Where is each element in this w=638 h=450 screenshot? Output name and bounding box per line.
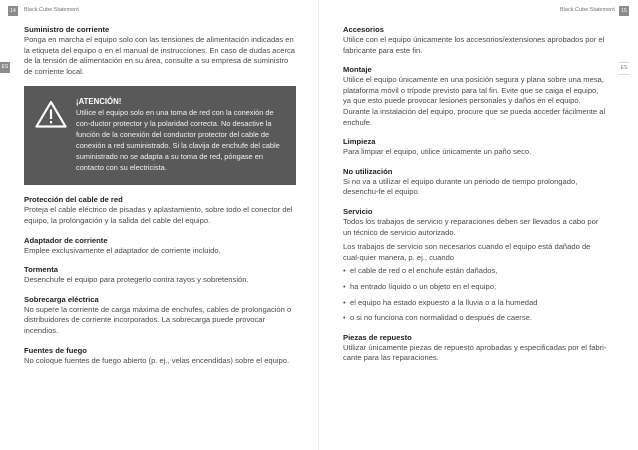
list-item: • o si no funciona con normalidad o después de caerse. (343, 313, 608, 324)
section-body: Utilice el equipo únicamente en una posición segura y plana sobre una mesa, plataforma móvil o trípode previsto para tal fin. Evite que se caiga el equipo, ya que esto puede provocar lesiones personales y daños en el equipo. Durante la instalación del equipo, procure que se pueda acceder fácilmente al enchufe. (343, 75, 606, 127)
section-body: Los trabajos de servicio son necesarios cuando el equipo está dañado de cual-quier manera, p. ej., cuando (343, 242, 591, 262)
section-heading: Protección del cable de red (24, 195, 123, 205)
section-body: Desenchufe el equipo para protegerlo contra rayos y sobretensión. (24, 275, 249, 285)
left-page-column (24, 25, 296, 375)
right-page-number: 15 (619, 6, 629, 16)
page-gutter (318, 0, 319, 450)
right-running-head: Black Cube Statement (560, 7, 615, 13)
list-item: • ha entrado líquido o un objeto en el equipo, (343, 282, 608, 293)
section-cable-protection (24, 195, 296, 226)
section-body: Para limpiar el equipo, utilice únicamente un paño seco. (343, 147, 532, 157)
service-conditions-list (343, 266, 608, 323)
warning-content (76, 97, 286, 173)
section-electrical-overload (24, 295, 296, 337)
section-cleaning (343, 137, 608, 158)
section-body: Emplee exclusivamente el adaptador de corriente incluido. (24, 245, 221, 255)
section-heading: Accesorios (343, 25, 384, 34)
warning-box (24, 86, 296, 185)
section-heading: No utilización (343, 166, 393, 176)
section-heading: Montaje (343, 65, 372, 75)
section-power-supply (24, 25, 296, 77)
section-fire-sources (24, 346, 296, 367)
left-running-head: Black Cube Statement (24, 7, 79, 13)
warning-triangle-icon (34, 97, 76, 134)
list-item: • el equipo ha estado expuesto a la lluvia o a la humedad (343, 298, 608, 309)
section-body: No coloque fuentes de fuego abierto (p. ej., velas encendidas) sobre el equipo. (24, 355, 290, 365)
section-non-use (343, 167, 608, 198)
section-power-adapter (24, 236, 296, 257)
warning-text: Utilice el equipo solo en una toma de red con la conexión de con-ductor protector y la polaridad correcta. No desactive la función de la conexión del conductor protector del cable de conexión a red suministrado. Si la clavija de enchufe del cable suministrado no se adapta a su toma de red, póngase en contacto con su electricista. (76, 108, 280, 173)
section-spare-parts (343, 333, 608, 364)
section-heading: Suministro de corriente (24, 25, 110, 34)
section-heading: Servicio (343, 206, 373, 216)
section-heading: Piezas de repuesto (343, 332, 412, 342)
section-heading: Adaptador de corriente (24, 235, 108, 245)
right-language-tab: ES (619, 62, 629, 75)
section-body: Proteja el cable eléctrico de pisadas y aplastamiento, sobre todo el conector del equipo, la prolongación y la salida del cable del equipo. (24, 205, 293, 225)
warning-title: ¡ATENCIÓN! (76, 97, 122, 107)
section-body: No supere la corriente de carga máxima de enchufes, cables de prolongación o distribuidores de corriente incorporados. La sobrecarga puede provocar incendios. (24, 304, 292, 335)
list-item: • el cable de red o el enchufe están dañados, (343, 266, 608, 277)
section-heading: Sobrecarga eléctrica (24, 294, 99, 304)
section-body: Si no va a utilizar el equipo durante un periodo de tiempo prolongado, desenchu-fe el equipo. (343, 176, 578, 197)
section-storm (24, 265, 296, 286)
section-service (343, 207, 608, 324)
section-heading: Limpieza (343, 137, 376, 147)
right-page-column (343, 25, 608, 373)
section-heading: Tormenta (24, 265, 59, 275)
section-body: Utilizar únicamente piezas de repuesto aprobadas y especificadas por el fabri-cante para las reparaciones. (343, 342, 607, 363)
left-language-tab: ES (0, 62, 10, 73)
section-body: Utilice con el equipo únicamente los accesorios/extensiones aprobados por el fabricante para este fin. (343, 35, 605, 55)
section-mounting (343, 65, 608, 128)
section-accessories (343, 25, 608, 56)
section-heading: Fuentes de fuego (24, 345, 87, 355)
section-body: Todos los trabajos de servicio y reparaciones deben ser llevados a cabo por un técnico de servicio autorizado. (343, 216, 599, 237)
section-body: Ponga en marcha el equipo solo con las tensiones de alimentación indicadas en la etiqueta del equipo o en el manual de instrucciones. En caso de dudas acerca de la tensión de alimentación en su área, consulte a su empresa de suministro de corriente local. (24, 35, 296, 76)
left-page-number: 14 (8, 6, 18, 16)
